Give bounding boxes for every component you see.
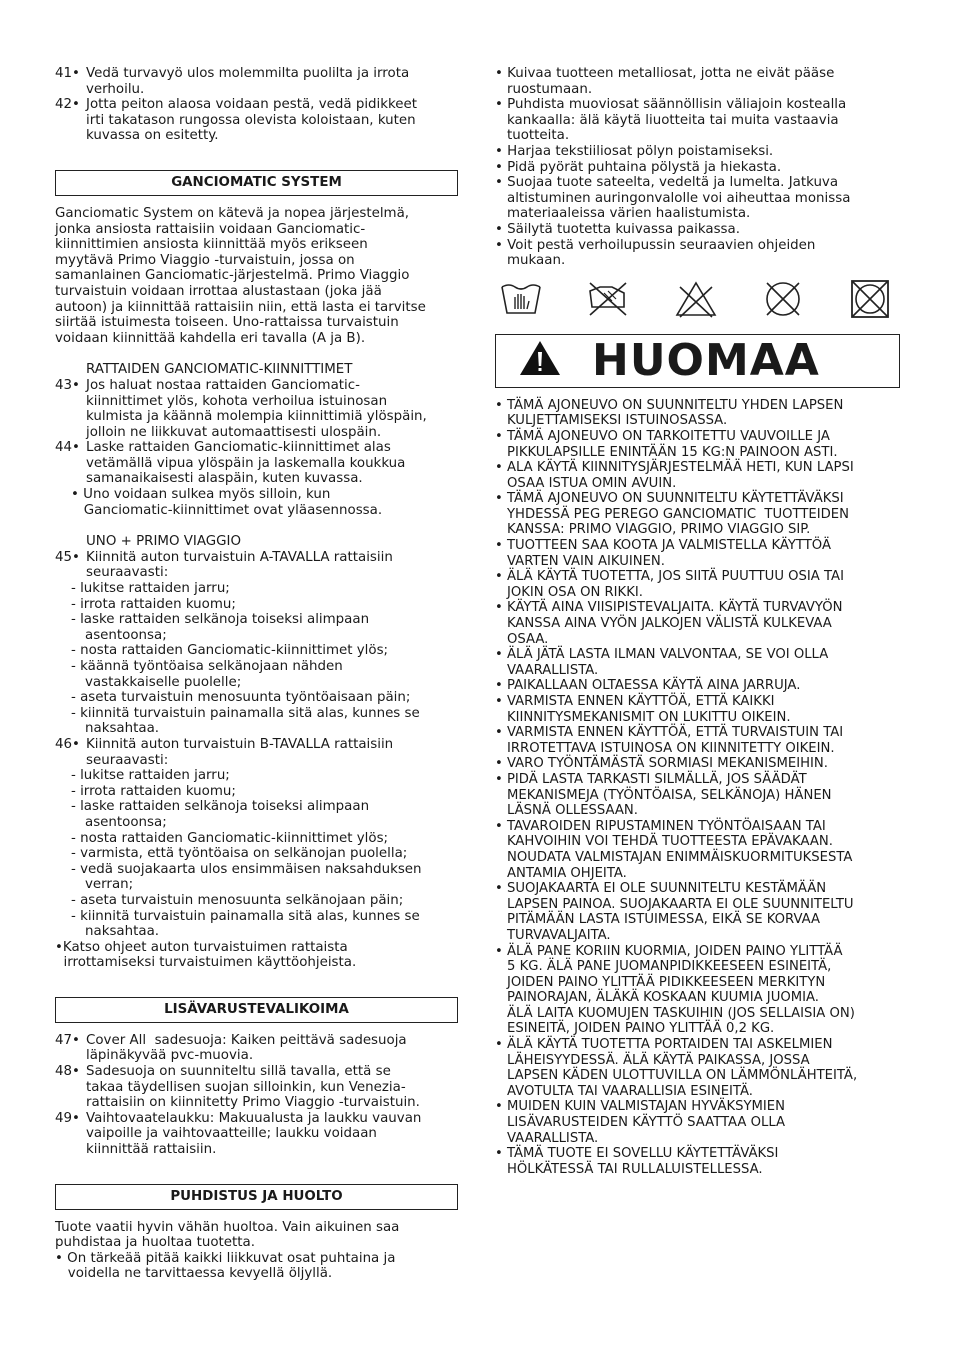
item-number: 45•: [55, 549, 80, 565]
warning-line: • PIDÄ LASTA TARKASTI SILMÄLLÄ, JOS SÄÄDÄT: [495, 771, 807, 787]
item-text: Vedä turvavyö ulos molemmilta puolilta ja irrota: [86, 66, 410, 81]
warning-line: • SUOJAKAARTA EI OLE SUUNNITELTU KESTÄMÄÄN: [495, 881, 827, 897]
warning-line: TURVAVALJAITA.: [507, 927, 611, 943]
item-text: Jotta peiton alaosa voidaan pestä, vedä pidikkeet: [86, 97, 418, 113]
list-item-line: takaa täydellisen suojan silloinkin, kun Venezia-: [86, 1079, 406, 1095]
list-item-line: seuraavasti:: [86, 565, 169, 581]
step-line: - vedä suojakaarta ulos ensimmäisen naksahduksen: [71, 861, 422, 877]
list-item-line: samanaikaisesti alaspäin, kuten kuvassa.: [86, 471, 363, 487]
item-number: 44•: [55, 440, 80, 456]
care-bullet-line: • Voit pestä verhoilupussin seuraavien ohjeiden: [495, 237, 816, 253]
care-bullet-line: • Harjaa tekstiiliosat pölyn poistamiseksi.: [495, 143, 774, 159]
step-line: - nosta rattaiden Ganciomatic-kiinnittimet ylös;: [71, 830, 389, 846]
step-line: - kiinnitä turvaistuin painamalla sitä alas, kunnes se: [71, 908, 420, 924]
spacer: [55, 1158, 460, 1174]
subheading: UNO + PRIMO VIAGGIO: [86, 534, 242, 550]
spacer: [495, 388, 900, 398]
spacer: [55, 987, 460, 997]
warning-line: YHDESSÄ PEG PEREGO GANCIOMATIC TUOTTEIDEN: [507, 506, 849, 522]
step-line: - aseta turvaistuin menosuunta työntöaisaan päin;: [71, 690, 411, 706]
intro-line: autoon) ja kiinnittää rattaisiin niin, että lasta ei tarvitse: [55, 299, 426, 315]
step-line: - lukitse rattaiden jarru;: [71, 768, 230, 784]
step-line: verran;: [85, 877, 134, 893]
warning-line: OSAA.: [507, 631, 549, 647]
item-text: Vaihtovaatelaukku: Makuualusta ja laukku vauvan: [86, 1110, 422, 1126]
list-item-line: kuvassa on esitetty.: [86, 128, 219, 144]
item-number: 46•: [55, 736, 80, 752]
no-bleach-icon: [586, 279, 630, 319]
warning-line: MEKANISMEJA (TYÖNTÖAISA, SELKÄNOJA) HÄNEN: [507, 787, 832, 803]
warning-line: NOUDATA VALMISTAJAN ENIMMÄISKUORMITUKSESTA: [507, 849, 853, 865]
care-bullet-line: tuotteita.: [507, 128, 570, 144]
spacer: [55, 1023, 460, 1033]
warning-line: KAHVOIHIN VOI TEHDÄ TUOTTEESTA EPÄVAKAAN.: [507, 834, 833, 850]
warning-line: • ALA KÄYTÄ KIINNITYSJÄRJESTELMÄÄ HETI, KUN LAPSI: [495, 460, 854, 476]
care-bullet-line: • On tärkeää pitää kaikki liikkuvat osat puhtaina ja: [55, 1250, 396, 1266]
list-item-line: [55, 1033, 460, 1049]
warning-line: ESINEITÄ, JOIDEN PAINO YLITTÄÄ 0,2 KG.: [507, 1021, 775, 1037]
spacer: [55, 196, 460, 206]
warning-line: ANTAMIA OHJEITA.: [507, 865, 627, 881]
warning-line: • PAIKALLAAN OLTAESSA KÄYTÄ AINA JARRUJA.: [495, 678, 801, 694]
no-dry-clean-icon: [761, 279, 805, 319]
warning-line: KANSSA AINA VYÖN JALKOJEN VÄLISTÄ KULKEVAA: [507, 616, 832, 632]
intro-line: samanlainen Ganciomatic-järjestelmä. Primo Viaggio: [55, 268, 410, 284]
care-bullet-line: • Säilytä tuotetta kuivassa paikassa.: [495, 221, 740, 237]
note-line: Ganciomatic-kiinnittimet ovat yläasennossa.: [71, 502, 383, 518]
subheading: RATTAIDEN GANCIOMATIC-KIINNITTIMET: [86, 362, 353, 378]
step-line: - laske rattaiden selkänoja toiseksi alimpaan: [71, 799, 370, 815]
warning-box: [495, 334, 900, 388]
intro-line: Ganciomatic System on kätevä ja nopea järjestelmä,: [55, 205, 410, 221]
list-item-line: [55, 1111, 460, 1127]
warning-line: • MUIDEN KUIN VALMISTAJAN HYVÄKSYMIEN: [495, 1099, 786, 1115]
care-bullet-line: voidella ne tarvittaessa kevyellä öljyllä.: [55, 1266, 333, 1282]
warning-line: VAARALLISTA.: [507, 1130, 599, 1146]
spacer: [55, 1210, 460, 1220]
step-line: - varmista, että työntöaisa on selkänojan puolella;: [71, 846, 408, 862]
step-line: - käännä työntöaisa selkänojaan nähden: [71, 659, 343, 674]
item-text: Cover All sadesuoja: Kaiken peittävä sadesuoja: [86, 1032, 407, 1048]
no-chlorine-icon: [674, 279, 718, 319]
list-item-line: läpinäkyvää pvc-muovia.: [86, 1048, 254, 1064]
warning-line: • VARMISTA ENNEN KÄYTTÖÄ, ETTÄ TURVAISTUIN TAI: [495, 725, 844, 741]
list-item-line: [55, 378, 460, 394]
warning-line: LISÄVARUSTEIDEN KÄYTTÖ SAATTAA OLLA: [507, 1115, 786, 1131]
item-number: 43•: [55, 377, 80, 393]
intro-line: voidaan kiinnittää kahdella eri tavalla (A ja B).: [55, 330, 366, 346]
care-intro-line: Tuote vaatii hyvin vähän huoltoa. Vain aikuinen saa: [55, 1219, 400, 1235]
step-line: naksahtaa.: [85, 721, 160, 737]
list-item-line: [55, 66, 460, 82]
list-item-line: [55, 737, 460, 753]
list-item-line: vaipoille ja vaihtovaatteille; laukku voidaan: [86, 1126, 377, 1142]
warning-line: OSAA ISTUA OMIN AVUIN.: [507, 475, 677, 491]
warning-line: PIKKULAPSILLE ENINTÄÄN 15 KG:N PAINOON ASTI.: [507, 444, 838, 460]
intro-line: kiinnittimien ansiosta kiinnittää myös erikseen: [55, 237, 368, 253]
care-bullet-line: ruostumaan.: [507, 81, 593, 97]
item-number: 47•: [55, 1032, 80, 1048]
warning-line: AVOTULTA TAI VAARALLISIA ESINEITÄ.: [507, 1083, 753, 1099]
step-line: - kiinnitä turvaistuin painamalla sitä alas, kunnes se: [71, 705, 420, 721]
warning-line: KANSSA: PRIMO VIAGGIO, PRIMO VIAGGIO SIP.: [507, 522, 811, 538]
spacer: [55, 346, 460, 362]
warning-line: KIINNITYSMEKANISMIT ON LUKITTU OIKEIN.: [507, 709, 791, 725]
spacer: [55, 971, 460, 987]
warning-line: 5 KG. ÄLÄ PANE JUOMANPIDIKKEESEEN ESINEITÄ,: [507, 959, 832, 975]
note-line: irrottamiseksi turvaistuimen käyttöohjeista.: [55, 955, 357, 971]
section-heading: LISÄVARUSTEVALIKOIMA: [55, 997, 458, 1023]
warning-line: • VARMISTA ENNEN KÄYTTÖÄ, ETTÄ KAIKKI: [495, 694, 775, 709]
item-text: Sadesuoja on suunniteltu sillä tavalla, että se: [86, 1064, 391, 1080]
step-line: - lukitse rattaiden jarru;: [71, 581, 230, 597]
spacer: [55, 160, 460, 170]
list-item-line: kulmista ja käännä molempia kiinnittimiä ylöspäin,: [86, 409, 427, 425]
warning-line: ÄLÄ LAITA KUOMUJEN TASKUIHIN (JOS SELLAISIA ON): [507, 1005, 855, 1021]
warning-line: • ÄLÄ KÄYTÄ TUOTETTA PORTAIDEN TAI ASKELMIEN: [495, 1037, 833, 1053]
list-item-line: jolloin ne liikkuvat automaattisesti ulospäin.: [86, 424, 382, 440]
warning-line: LAPSEN KÄDEN ULOTTUVILLA ON LÄMMÖNLÄHTEITÄ,: [507, 1068, 858, 1084]
section-heading: GANCIOMATIC SYSTEM: [55, 170, 458, 196]
warning-line: PITÄMÄÄN LASTA ISTUIMESSA, EIKÄ SE KORVAA: [507, 912, 821, 928]
warning-line: • TAVAROIDEN RIPUSTAMINEN TYÖNTÖAISAAN TAI: [495, 818, 826, 834]
item-number: 41•: [55, 66, 80, 81]
list-item-line: irti takatason rungossa olevista koloistaan, kuten: [86, 112, 416, 128]
warning-line: • TÄMÄ TUOTE EI SOVELLU KÄYTETTÄVÄKSI: [495, 1146, 779, 1162]
item-number: 48•: [55, 1064, 80, 1080]
item-number: 42•: [55, 97, 80, 113]
step-line: - irrota rattaiden kuomu;: [71, 596, 236, 612]
step-line: - laske rattaiden selkänoja toiseksi alimpaan: [71, 612, 370, 628]
care-bullet-line: • Suojaa tuote sateelta, vedeltä ja lumelta. Jatkuva: [495, 175, 839, 191]
warning-line: PAINORAJAN, ÄLÄKÄ KOSKAAN KUUMIA JUOMIA.: [507, 990, 819, 1006]
warning-line: • VARO TYÖNTÄMÄSTÄ SORMIASI MEKANISMEIHIN.: [495, 756, 828, 772]
warning-icon: [496, 338, 562, 383]
list-item-line: [55, 1064, 460, 1080]
spacer: [55, 518, 460, 534]
warning-line: • ÄLÄ KÄYTÄ TUOTETTA, JOS SIITÄ PUUTTUU OSIA TAI: [495, 569, 844, 585]
warning-line: KULJETTAMISEKSI ISTUINOSASSA.: [507, 413, 728, 429]
step-line: vastakkaiselle puolelle;: [85, 674, 242, 690]
warning-line: • KÄYTÄ AINA VIISIPISTEVALJAITA. KÄYTÄ TURVAVYÖN: [495, 600, 843, 616]
warning-line: LÄSNÄ OLLESSAAN.: [507, 803, 638, 819]
list-item-line: vetämällä vipua ylöspäin ja laskemalla koukkua: [86, 455, 406, 471]
step-line: asentoonsa;: [85, 627, 167, 643]
warning-line: • ÄLÄ JÄTÄ LASTA ILMAN VALVONTAA, SE VOI OLLA: [495, 647, 829, 663]
warning-line: HÖLKÄTESSÄ TAI RULLALUISTELLESSA.: [507, 1161, 763, 1177]
warning-line: • TÄMÄ AJONEUVO ON SUUNNITELTU YHDEN LAPSEN: [495, 397, 844, 413]
intro-line: myytävä Primo Viaggio -turvaistuin, jossa on: [55, 252, 355, 268]
step-line: - aseta turvaistuin menosuunta selkänojaan päin;: [71, 892, 404, 908]
list-item-line: rattaisiin on kiinnitetty Primo Viaggio -turvaistuin.: [86, 1095, 420, 1111]
warning-line: JOKIN OSA ON RIKKI.: [507, 584, 643, 600]
care-intro-line: puhdistaa ja huoltaa tuotetta.: [55, 1235, 255, 1251]
list-item-line: [55, 97, 460, 113]
care-symbols: [499, 279, 892, 319]
intro-line: turvaistuin voidaan irrottaa alustastaan (joka jää: [55, 283, 382, 299]
item-text: Jos haluat nostaa rattaiden Ganciomatic-: [86, 377, 360, 393]
item-text: Laske rattaiden Ganciomatic-kiinnittimet alas: [86, 440, 391, 456]
right-column: [495, 66, 900, 1177]
item-text: Kiinnitä auton turvaistuin B-TAVALLA rattaisiin: [86, 736, 394, 752]
care-bullet-line: kankaalla: älä käytä liuotteita tai muita vastaavia: [507, 112, 839, 128]
list-item-line: [55, 550, 460, 566]
item-number: 49•: [55, 1110, 80, 1126]
warning-line: • TÄMÄ AJONEUVO ON TARKOITETTU VAUVOILLE JA: [495, 428, 830, 444]
list-item-line: verhoilu.: [86, 81, 145, 97]
warning-line: • ÄLÄ PANE KORIIN KUORMIA, JOIDEN PAINO YLITTÄÄ: [495, 943, 843, 959]
warning-title: HUOMAA: [592, 334, 820, 386]
warning-line: IRROTETTAVA ISTUINOSA ON KIINNITETTY OIKEIN.: [507, 740, 835, 756]
warning-line: JOIDEN PAINO YLITTÄÄ PIDIKKEESEEN MERKITYN: [507, 974, 826, 990]
warning-line: LAPSEN PAINOA. SUOJAKAARTA EI OLE SUUNNITELTU: [507, 896, 854, 912]
step-line: naksahtaa.: [85, 924, 160, 940]
list-item-line: kiinnittää rattaisiin.: [86, 1142, 217, 1158]
care-bullet-line: mukaan.: [507, 253, 566, 269]
warning-line: LÄHEISYYDESSÄ. ÄLÄ KÄYTÄ PAIKASSA, JOSSA: [507, 1052, 810, 1068]
care-bullet-line: altistuminen auringonvalolle voi aiheuttaa monissa: [507, 190, 851, 206]
care-bullet-line: • Kuivaa tuotteen metalliosat, jotta ne eivät pääse: [495, 66, 835, 81]
note-line: • Uno voidaan sulkea myös silloin, kun: [71, 487, 331, 503]
warning-line: • TUOTTEEN SAA KOOTA JA VALMISTELLA KÄYTTÖÄ: [495, 538, 831, 554]
step-line: - nosta rattaiden Ganciomatic-kiinnittimet ylös;: [71, 643, 389, 659]
spacer: [55, 1174, 460, 1184]
list-item-line: seuraavasti:: [86, 752, 169, 768]
note-line: •Katso ohjeet auton turvaistuimen rattaista: [55, 939, 348, 955]
step-line: asentoonsa;: [85, 814, 167, 830]
intro-line: jonka ansiosta rattaisiin voidaan Ganciomatic-: [55, 221, 366, 237]
care-bullet-line: materiaaleissa värien haalistumista.: [507, 206, 751, 222]
spacer: [55, 144, 460, 160]
left-column: [55, 66, 460, 1282]
warning-line: VARTEN VAIN AIKUINEN.: [507, 553, 665, 569]
care-bullet-line: • Pidä pyörät puhtaina pölystä ja hiekasta.: [495, 159, 782, 175]
warning-line: • TÄMÄ AJONEUVO ON SUUNNITELTU KÄYTETTÄVÄKSI: [495, 491, 844, 507]
item-text: Kiinnitä auton turvaistuin A-TAVALLA rattaisiin: [86, 549, 393, 565]
warning-line: VAARALLISTA.: [507, 662, 599, 678]
step-line: - irrota rattaiden kuomu;: [71, 783, 236, 799]
section-heading: PUHDISTUS JA HUOLTO: [55, 1184, 458, 1210]
no-tumble-dry-icon: [848, 279, 892, 319]
intro-line: siirtää istuimesta toiseen. Uno-rattaissa turvaistuin: [55, 315, 399, 331]
list-item-line: [55, 440, 460, 456]
list-item-line: kiinnittimet ylös, kohota verhoilua istuinosan: [86, 393, 388, 409]
hand-wash-icon: [499, 279, 543, 319]
care-bullet-line: • Puhdista muoviosat säännöllisin väliajoin kostealla: [495, 97, 847, 113]
